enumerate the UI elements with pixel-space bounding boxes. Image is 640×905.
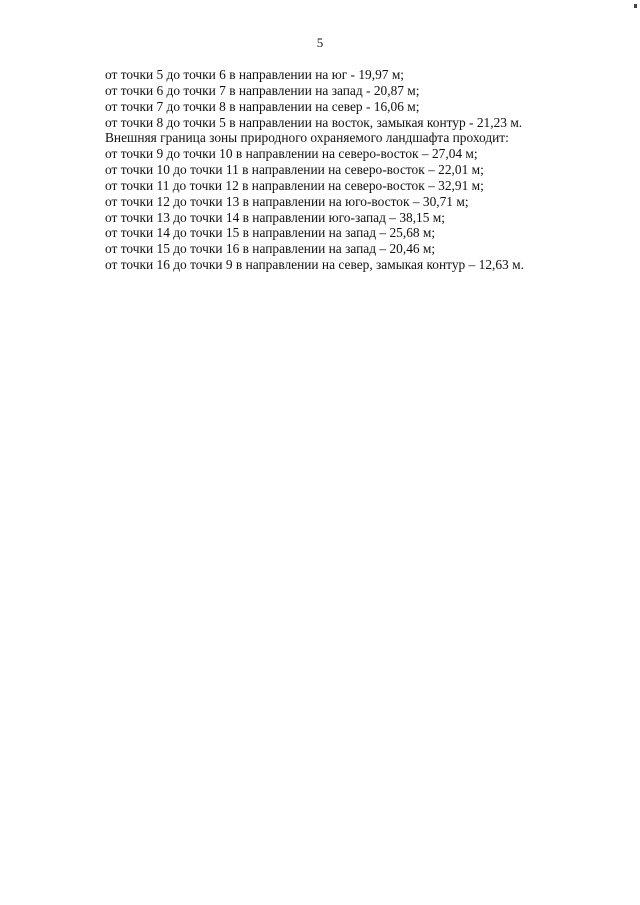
text-line: от точки 6 до точки 7 в направлении на запад - 20,87 м; bbox=[105, 82, 420, 98]
text-line: от точки 14 до точки 15 в направлении на запад – 25,68 м; bbox=[105, 225, 436, 241]
text-line: от точки 7 до точки 8 в направлении на север - 16,06 м; bbox=[105, 98, 420, 114]
boundary-description bbox=[105, 67, 625, 273]
text-line: от точки 12 до точки 13 в направлении на юго-восток – 30,71 м; bbox=[105, 193, 469, 209]
text-line: от точки 10 до точки 11 в направлении на северо-восток – 22,01 м; bbox=[105, 162, 484, 178]
text-line: от точки 16 до точки 9 в направлении на север, замыкая контур – 12,63 м. bbox=[105, 257, 524, 273]
text-line: от точки 8 до точки 5 в направлении на восток, замыкая контур - 21,23 м. bbox=[105, 114, 523, 130]
text-line: от точки 9 до точки 10 в направлении на северо-восток – 27,04 м; bbox=[105, 146, 478, 162]
section-heading: Внешняя граница зоны природного охраняемого ландшафта проходит: bbox=[105, 130, 509, 146]
scan-mark bbox=[634, 4, 637, 8]
text-line: от точки 15 до точки 16 в направлении на запад – 20,46 м; bbox=[105, 241, 436, 257]
text-line: от точки 13 до точки 14 в направлении юго-запад – 38,15 м; bbox=[105, 209, 445, 225]
page-number: 5 bbox=[316, 35, 324, 50]
text-line: от точки 11 до точки 12 в направлении на северо-восток – 32,91 м; bbox=[105, 177, 484, 193]
text-line: от точки 5 до точки 6 в направлении на юг - 19,97 м; bbox=[105, 67, 405, 82]
